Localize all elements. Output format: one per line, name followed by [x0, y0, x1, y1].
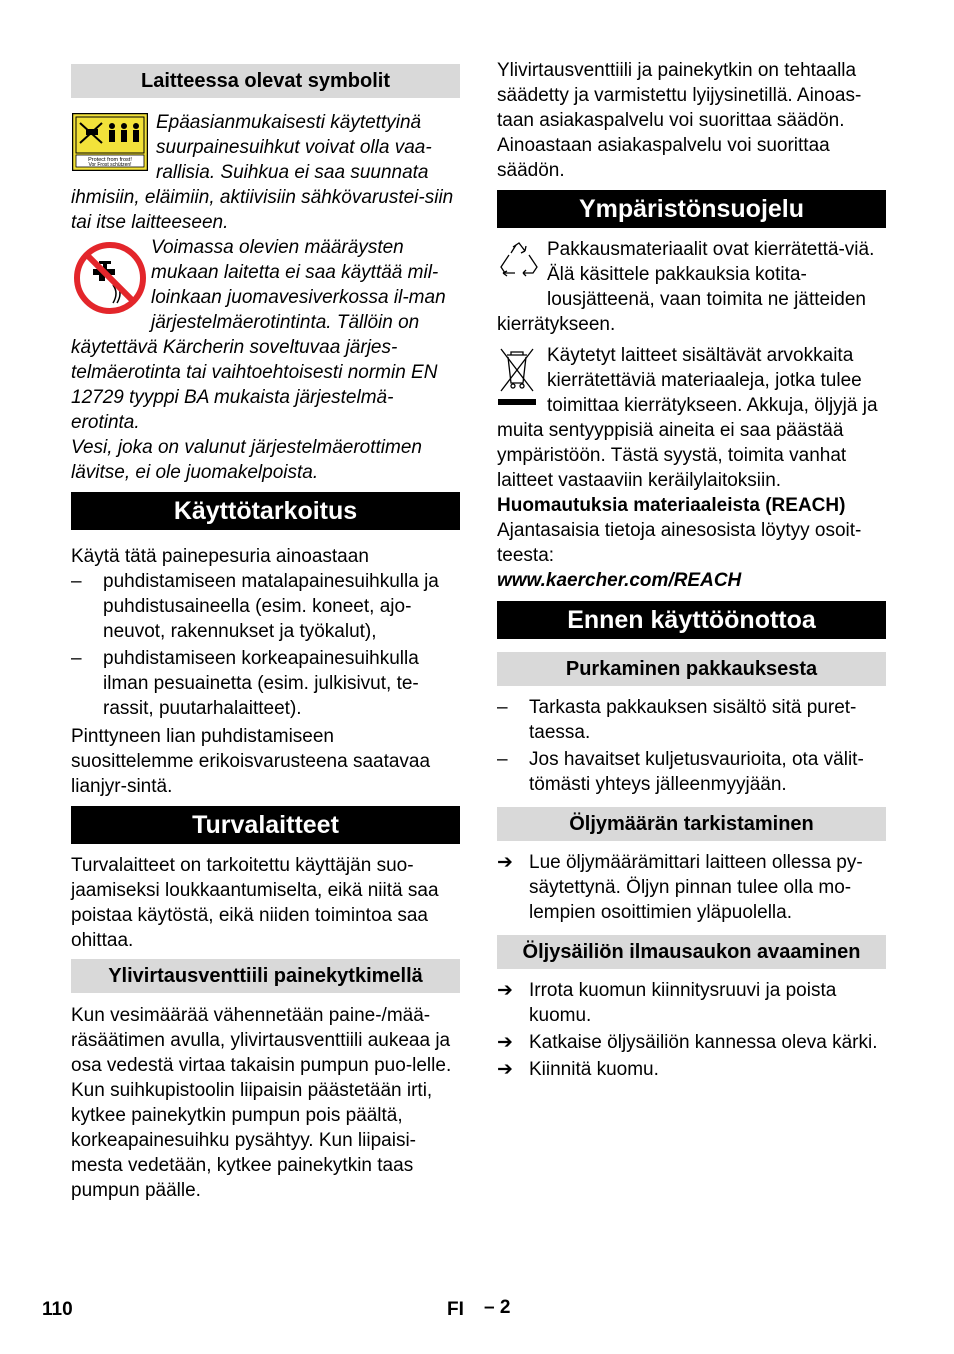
- dash-marker: –: [497, 749, 508, 770]
- drinking-water-text: Voimassa olevien määräysten mukaan laitetta ei saa käyttää mil-loinkaan juomavesiverkossa il-man järjestelmäerotintinta. Tällöin on käytettävä Kärcherin soveltuvaa järjes-telmäerotinta tai vaihtoehtoisesti normin EN 12729 tyyppi BA mukaista järjestelmä-erotinta.: [71, 237, 446, 433]
- oil-vent-list: [497, 978, 886, 1082]
- section-heading-environment: Ympäristönsuojelu: [497, 190, 886, 228]
- dash-marker: –: [71, 648, 82, 669]
- arrow-icon: ➔: [497, 852, 513, 873]
- recycle-icon: [497, 239, 541, 283]
- label-text-2: Vor Frost schützen!: [88, 162, 132, 168]
- pressure-warning-block: [71, 110, 460, 235]
- section-heading-before-use: Ennen käyttöönottoa: [497, 601, 886, 639]
- list-item: – Jos havaitset kuljetusvaurioita, ota välit-tömästi yhteys jälleenmyyjään.: [497, 749, 864, 795]
- section-heading-unpacking: Purkaminen pakkauksesta: [497, 652, 886, 686]
- section-heading-oil-check: Öljymäärän tarkistaminen: [497, 807, 886, 841]
- drinking-water-block: [71, 235, 460, 485]
- list-item: ➔ Lue öljymäärämittari laitteen ollessa py-säytettynä. Öljyn pinnan tulee olla mo-lempien osoittimien yläpuolella.: [497, 852, 863, 923]
- reach-text: Ajantasaisia tietoja ainesosista löytyy osoit-teesta:: [497, 520, 862, 566]
- list-item: – Tarkasta pakkauksen sisältö sitä puret-taessa.: [497, 697, 857, 743]
- arrow-icon: ➔: [497, 1059, 513, 1080]
- section-heading-oil-vent: Öljysäiliön ilmausaukon avaaminen: [497, 935, 886, 969]
- old-devices-text: Käytetyt laitteet sisältävät arvokkaita kierrätettäviä materiaaleja, jotka tulee toimittaa kierrätykseen. Akkuja, öljyjä ja muita sentyyppisiä aineita ei saa päästää ympäristöön. Tästä syystä, toimita vanhat laitteet vastaaviin keräilylaitoksiin.: [497, 345, 878, 491]
- label-text-1: Protect from frost!: [88, 157, 132, 163]
- factory-note: Ylivirtausventtiili ja painekytkin on tehtaalla säädetty ja varmistettu lyijysinetillä. Ainoas-taan asiakaspalvelu voi suorittaa säädön. Ainoastaan asiakaspalvelu voi suorittaa säädön.: [497, 60, 862, 181]
- overflow-para2: Kun suihkupistoolin liipaisin päästetään irti, kytkee painekytkin pumpun pois päältä, korkeapainesuihku pysähtyy. Kun liipaisi-mesta vedetään, kytkee painekytkin taas pumpun päälle.: [71, 1080, 433, 1201]
- arrow-icon: ➔: [497, 980, 513, 1001]
- weee-symbol: [497, 345, 537, 416]
- pressure-warning-text: Epäasianmukaisesti käytettyinä suurpainesuihkut voivat olla vaa-rallisia. Suihkua ei saa suunnata ihmisiin, eläimiin, aktiivisiin sähkövarustei-siin tai itse laitteeseen.: [71, 112, 454, 233]
- left-column: [71, 58, 460, 1203]
- old-devices-block: [497, 343, 886, 493]
- list-item: – puhdistamiseen korkeapainesuihkulla ilman pesuainetta (esim. julkisivut, te-rassit, puutarhalaitteet).: [71, 648, 419, 719]
- list-item: ➔ Kiinnitä kuomu.: [497, 1059, 659, 1080]
- no-drinking-water-icon: [73, 241, 147, 315]
- list-item: ➔ Katkaise öljysäiliön kannessa oleva kärki.: [497, 1032, 878, 1053]
- purpose-list: [71, 569, 460, 721]
- dash-marker: –: [71, 571, 82, 592]
- crossed-bin-icon: [497, 345, 537, 409]
- recycling-symbol: [497, 239, 541, 290]
- packaging-text: Pakkausmateriaalit ovat kierrätettä-viä. Älä käsittele pakkauksia kotita-lousjätteenä, vaan toimita ne jätteiden kierrätykseen.: [497, 239, 875, 335]
- list-item: ➔ Irrota kuomun kiinnitysruuvi ja poista kuomu.: [497, 980, 837, 1026]
- reach-title: Huomautuksia materiaaleista (REACH): [497, 495, 846, 516]
- safety-text: Turvalaitteet on tarkoitettu käyttäjän suo-jaamiseksi loukkaantumiselta, eikä niitä saa poistaa käytöstä, eikä niiden toimintoa saa ohittaa.: [71, 855, 439, 951]
- prohibition-sign: [73, 241, 147, 322]
- section-heading-safety: Turvalaitteet: [71, 806, 460, 844]
- overflow-para1: Kun vesimäärää vähennetään paine-/mää-räsäätimen avulla, ylivirtausventtiili aukeaa ja osa vedestä virtaa takaisin pumpun puo-lelle.: [71, 1005, 452, 1076]
- arrow-icon: ➔: [497, 1032, 513, 1053]
- purpose-note: Pinttyneen lian puhdistamiseen suosittelemme erikoisvarusteena saatavaa lianjyr-sintä.: [71, 726, 431, 797]
- pressure-warning-label: [72, 113, 148, 178]
- oil-check-list: [497, 850, 886, 925]
- right-column: [497, 58, 886, 1082]
- warning-label-icon: [72, 113, 148, 171]
- list-item: – puhdistamiseen matalapainesuihkulla ja puhdistusaineella (esim. koneet, ajo-neuvot, rakennukset ja työkalut),: [71, 571, 439, 642]
- dash-marker: –: [497, 697, 508, 718]
- language-code: FI: [447, 1299, 464, 1320]
- unpacking-list: [497, 695, 886, 797]
- page-number: 110: [42, 1299, 73, 1320]
- reach-url-link[interactable]: www.kaercher.com/REACH: [497, 570, 742, 591]
- sub-page-number: – 2: [484, 1297, 511, 1318]
- packaging-block: [497, 237, 886, 337]
- section-heading-purpose: Käyttötarkoitus: [71, 492, 460, 530]
- not-drinkable-text: Vesi, joka on valunut järjestelmäerottimen lävitse, ei ole juomakelpoista.: [71, 437, 422, 483]
- purpose-intro: Käytä tätä painepesuria ainoastaan: [71, 546, 369, 567]
- section-heading-symbols: Laitteessa olevat symbolit: [71, 64, 460, 98]
- section-heading-overflow: Ylivirtausventtiili painekytkimellä: [71, 959, 460, 993]
